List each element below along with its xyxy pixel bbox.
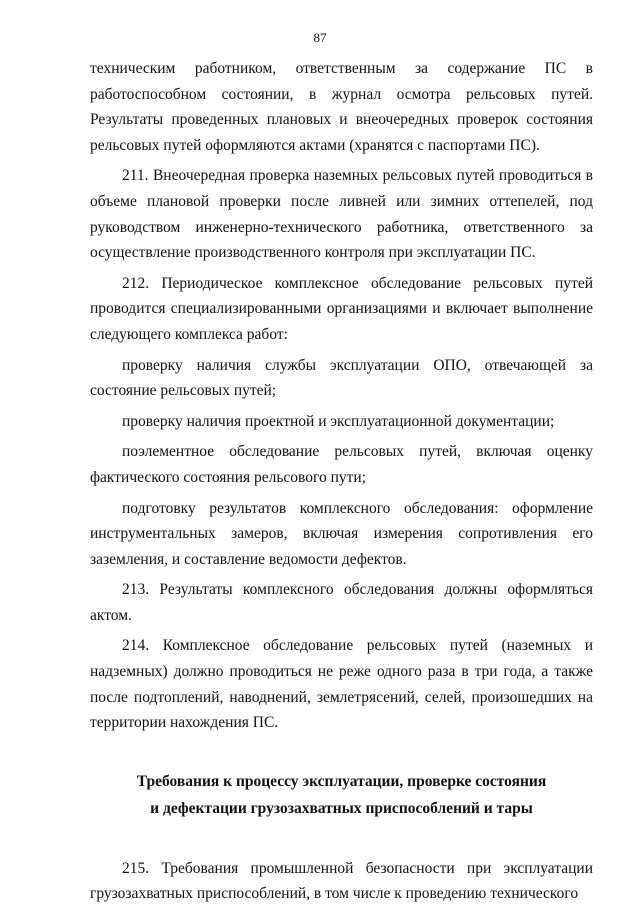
document-body (90, 56, 593, 907)
list-item-results-preparation: подготовку результатов комплексного обследования: оформление инструментальных замеров, включая измерения сопротивления его заземления, и составление ведомости дефектов. (90, 499, 593, 568)
paragraph-211: 211. Внеочередная проверка наземных рельсовых путей проводиться в объеме плановой проверки после ливней или зимних оттепелей, под руководством инженерно-технического работника, ответственного за осуществление производственного контроля при эксплуатации ПС. (90, 167, 593, 262)
paragraph-continuation: техническим работником, ответственным за содержание ПС в работоспособном состоянии, в журнал осмотра рельсовых путей. Результаты проведенных плановых и внеочередных проверок состояния рельсовых путей оформляются актами (хранятся с паспортами ПС). (90, 60, 593, 154)
paragraph-213: 213. Результаты комплексного обследования должны оформляться актом. (90, 581, 593, 624)
list-item-service-check: проверку наличия службы эксплуатации ОПО, отвечающей за состояние рельсовых путей; (90, 356, 593, 400)
paragraph-214: 214. Комплексное обследование рельсовых путей (наземных и надземных) должно проводиться не реже одного раза в три года, а также после подтоплений, наводнений, землетрясений, селей, произошедших на территории нахождения ПС. (90, 637, 593, 732)
section-heading-line-2: и дефектации грузозахватных приспособлений и тары (150, 799, 533, 817)
section-heading (90, 768, 593, 822)
section-heading-line-1: Требования к процессу эксплуатации, проверке состояния (136, 772, 547, 790)
list-item-element-inspection: поэлементное обследование рельсовых путей, включая оценку фактического состояния рельсового пути; (90, 443, 593, 486)
list-item-documentation-check: проверку наличия проектной и эксплуатационной документации; (122, 412, 555, 430)
paragraph-212: 212. Периодическое комплексное обследование рельсовых путей проводится специализированными организациями и включает выполнение следующего комплекса работ: (90, 274, 593, 343)
page-number: 87 (313, 30, 327, 45)
paragraph-215: 215. Требования промышленной безопасности при эксплуатации грузозахватных приспособлений, в том числе к проведению технического (90, 859, 593, 903)
